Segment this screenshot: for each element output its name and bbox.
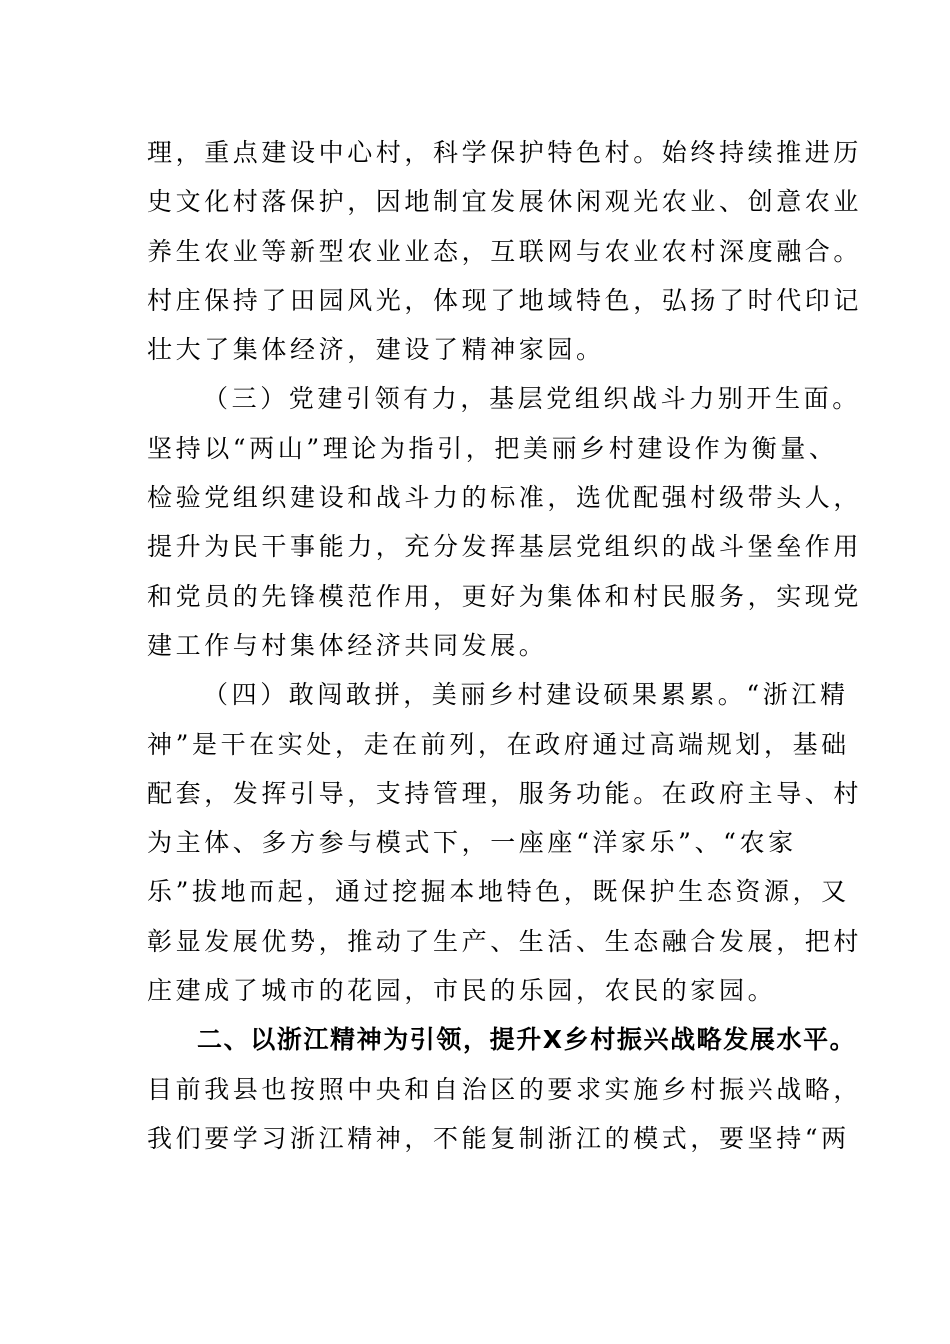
text-line: 史文化村落保护，因地制宜发展休闲观光农业、创意农业 [147, 187, 863, 217]
section-3-heading-line: （三）党建引领有力，基层党组织战斗力别开生面。 [203, 384, 861, 414]
text-line: 为主体、多方参与模式下，一座座“洋家乐”、“农家 [147, 828, 797, 858]
part-2-heading: 二、以浙江精神为引领，提升X乡村振兴战略发展水平。 [197, 1025, 857, 1055]
section-4-heading-line: （四）敢闯敢拼，美丽乡村建设硕果累累。“浙江精 [203, 680, 849, 710]
body-text [147, 128, 863, 1163]
text-line: 配套，发挥引导，支持管理，服务功能。在政府主导、村 [147, 778, 863, 808]
text-line: 养生农业等新型农业业态，互联网与农业农村深度融合。 [147, 236, 863, 266]
text-line: 庄建成了城市的花园，市民的乐园，农民的家园。 [147, 976, 777, 1006]
text-line: 村庄保持了田园风光，体现了地域特色，弘扬了时代印记 [147, 285, 863, 315]
text-line: 理，重点建设中心村，科学保护特色村。始终持续推进历 [147, 138, 863, 167]
text-line: 乐”拔地而起，通过挖掘本地特色，既保护生态资源，又 [147, 877, 850, 907]
text-line: 目前我县也按照中央和自治区的要求实施乡村振兴战略， [147, 1074, 863, 1104]
text-line: 检验党组织建设和战斗力的标准，选优配强村级带头人， [147, 483, 863, 513]
text-line: 提升为民干事能力，充分发挥基层党组织的战斗堡垒作用 [147, 532, 863, 562]
text-line: 和党员的先锋模范作用，更好为集体和村民服务，实现党 [147, 581, 863, 611]
text-line: 我们要学习浙江精神，不能复制浙江的模式，要坚持“两 [147, 1123, 850, 1153]
text-line: 彰显发展优势，推动了生产、生活、生态融合发展，把村 [147, 926, 863, 956]
text-line: 神”是干在实处，走在前列，在政府通过高端规划，基础 [147, 729, 850, 759]
text-line: 坚持以“两山”理论为指引，把美丽乡村建设作为衡量、 [147, 433, 838, 463]
text-line: 壮大了集体经济，建设了精神家园。 [147, 335, 605, 365]
text-line: 建工作与村集体经济共同发展。 [147, 630, 548, 660]
